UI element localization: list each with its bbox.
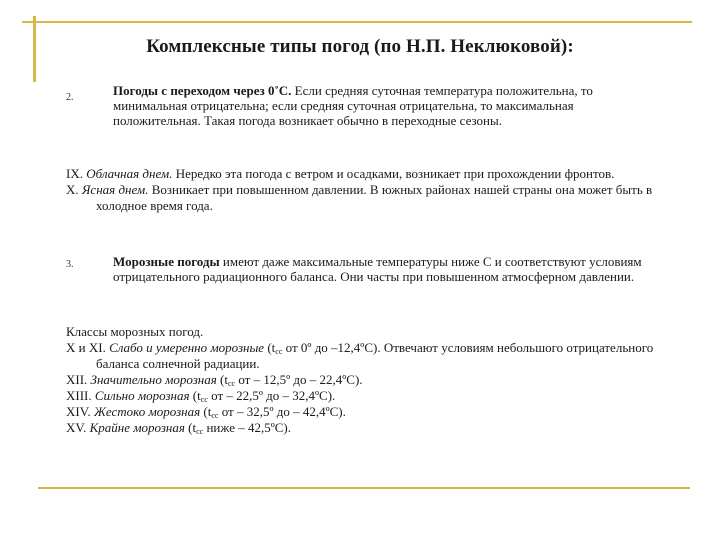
frost-class-xiii-pre: (t: [189, 388, 201, 403]
item-3-heading: Морозные погоды: [113, 254, 220, 269]
item-number-2: 2.: [66, 92, 74, 103]
frost-class-x-xi-pre: (t: [264, 340, 276, 355]
frost-class-x-xi-post: от 0º до –12,4ºС). Отвечают условиям небольшого отрицательного баланса солнечной радиации.: [96, 340, 654, 371]
frost-class-xiii: [66, 388, 656, 404]
frost-class-x-xi-roman: X и XI.: [66, 340, 110, 355]
frost-class-xii-roman: XII.: [66, 372, 91, 387]
item-2-paragraph: [113, 83, 643, 128]
frost-classes: [66, 324, 656, 436]
type-x-name: Ясная днем.: [81, 182, 149, 197]
frost-class-xiii-roman: XIII.: [66, 388, 95, 403]
slide-title: Комплексные типы погод (по Н.П. Неклюковой):: [146, 36, 574, 57]
frost-class-xiv-pre: (t: [200, 404, 212, 419]
frost-class-xiv-post: от – 32,5º до – 42,4ºС).: [218, 404, 346, 419]
weather-types-ix-x: [66, 166, 656, 214]
type-ix-roman: IX.: [66, 166, 87, 181]
item-3-paragraph: [113, 254, 643, 284]
frost-class-xii-pre: (t: [216, 372, 228, 387]
frost-class-xv-roman: XV.: [66, 420, 90, 435]
frost-class-xv-pre: (t: [184, 420, 197, 435]
frost-class-x-xi: [66, 340, 656, 372]
frost-class-xiv-name: Жестоко морозная: [93, 404, 201, 419]
frost-class-xii-post: от – 12,5º до – 22,4ºС).: [235, 372, 363, 387]
decorative-bottom-line: [38, 487, 690, 489]
frost-class-xv-name: Крайне морозная: [89, 420, 185, 435]
decorative-top-line: [22, 21, 692, 23]
frost-class-xii: [66, 372, 656, 388]
frost-class-x-xi-name: Слабо и умеренно морозные: [109, 340, 265, 355]
frost-class-xii-sub: сс: [227, 379, 236, 388]
frost-class-xiv-sub: сс: [211, 411, 219, 420]
frost-class-xii-name: Значительно морозная: [90, 372, 217, 387]
frost-class-xv-sub: сс: [196, 427, 204, 436]
item-2-heading: Погоды с переходом через 0˚С.: [113, 83, 292, 98]
item-2-text: Если средняя суточная температура положительна, то минимальная отрицательна; если средняя суточная отрицательна, то максимальная положительная. Такая погода возникает обычно в переходные сезоны.: [113, 83, 593, 128]
frost-class-xv-post: ниже – 42,5ºС).: [203, 420, 291, 435]
type-ix-text: Нередко эта погода с ветром и осадками, возникает при прохождении фронтов.: [172, 166, 615, 181]
type-x-roman: X.: [66, 182, 82, 197]
frost-class-xiv: [66, 404, 656, 420]
frost-class-x-xi-sub: сс: [275, 347, 283, 356]
frost-class-xiv-roman: XIV.: [66, 404, 94, 419]
item-3-text: имеют даже максимальные температуры ниже С и соответствуют условиям отрицательного радиационного баланса. Они часты при повышенном атмосферном давлении.: [113, 254, 642, 284]
type-x-line: [66, 182, 656, 214]
frost-class-xiii-post: от – 22,5º до – 32,4ºС).: [207, 388, 336, 403]
frost-class-xiii-sub: сс: [200, 395, 208, 404]
type-x-text: Возникает при повышенном давлении. В южных районах нашей страны она может быть в холодное время года.: [96, 182, 653, 213]
type-ix-name: Облачная днем.: [86, 166, 173, 181]
frost-classes-heading: Классы морозных погод.: [66, 324, 204, 339]
type-ix-line: [66, 166, 656, 182]
frost-class-xiii-name: Сильно морозная: [94, 388, 190, 403]
frost-class-xv: [66, 420, 656, 436]
item-number-3: 3.: [66, 259, 74, 270]
